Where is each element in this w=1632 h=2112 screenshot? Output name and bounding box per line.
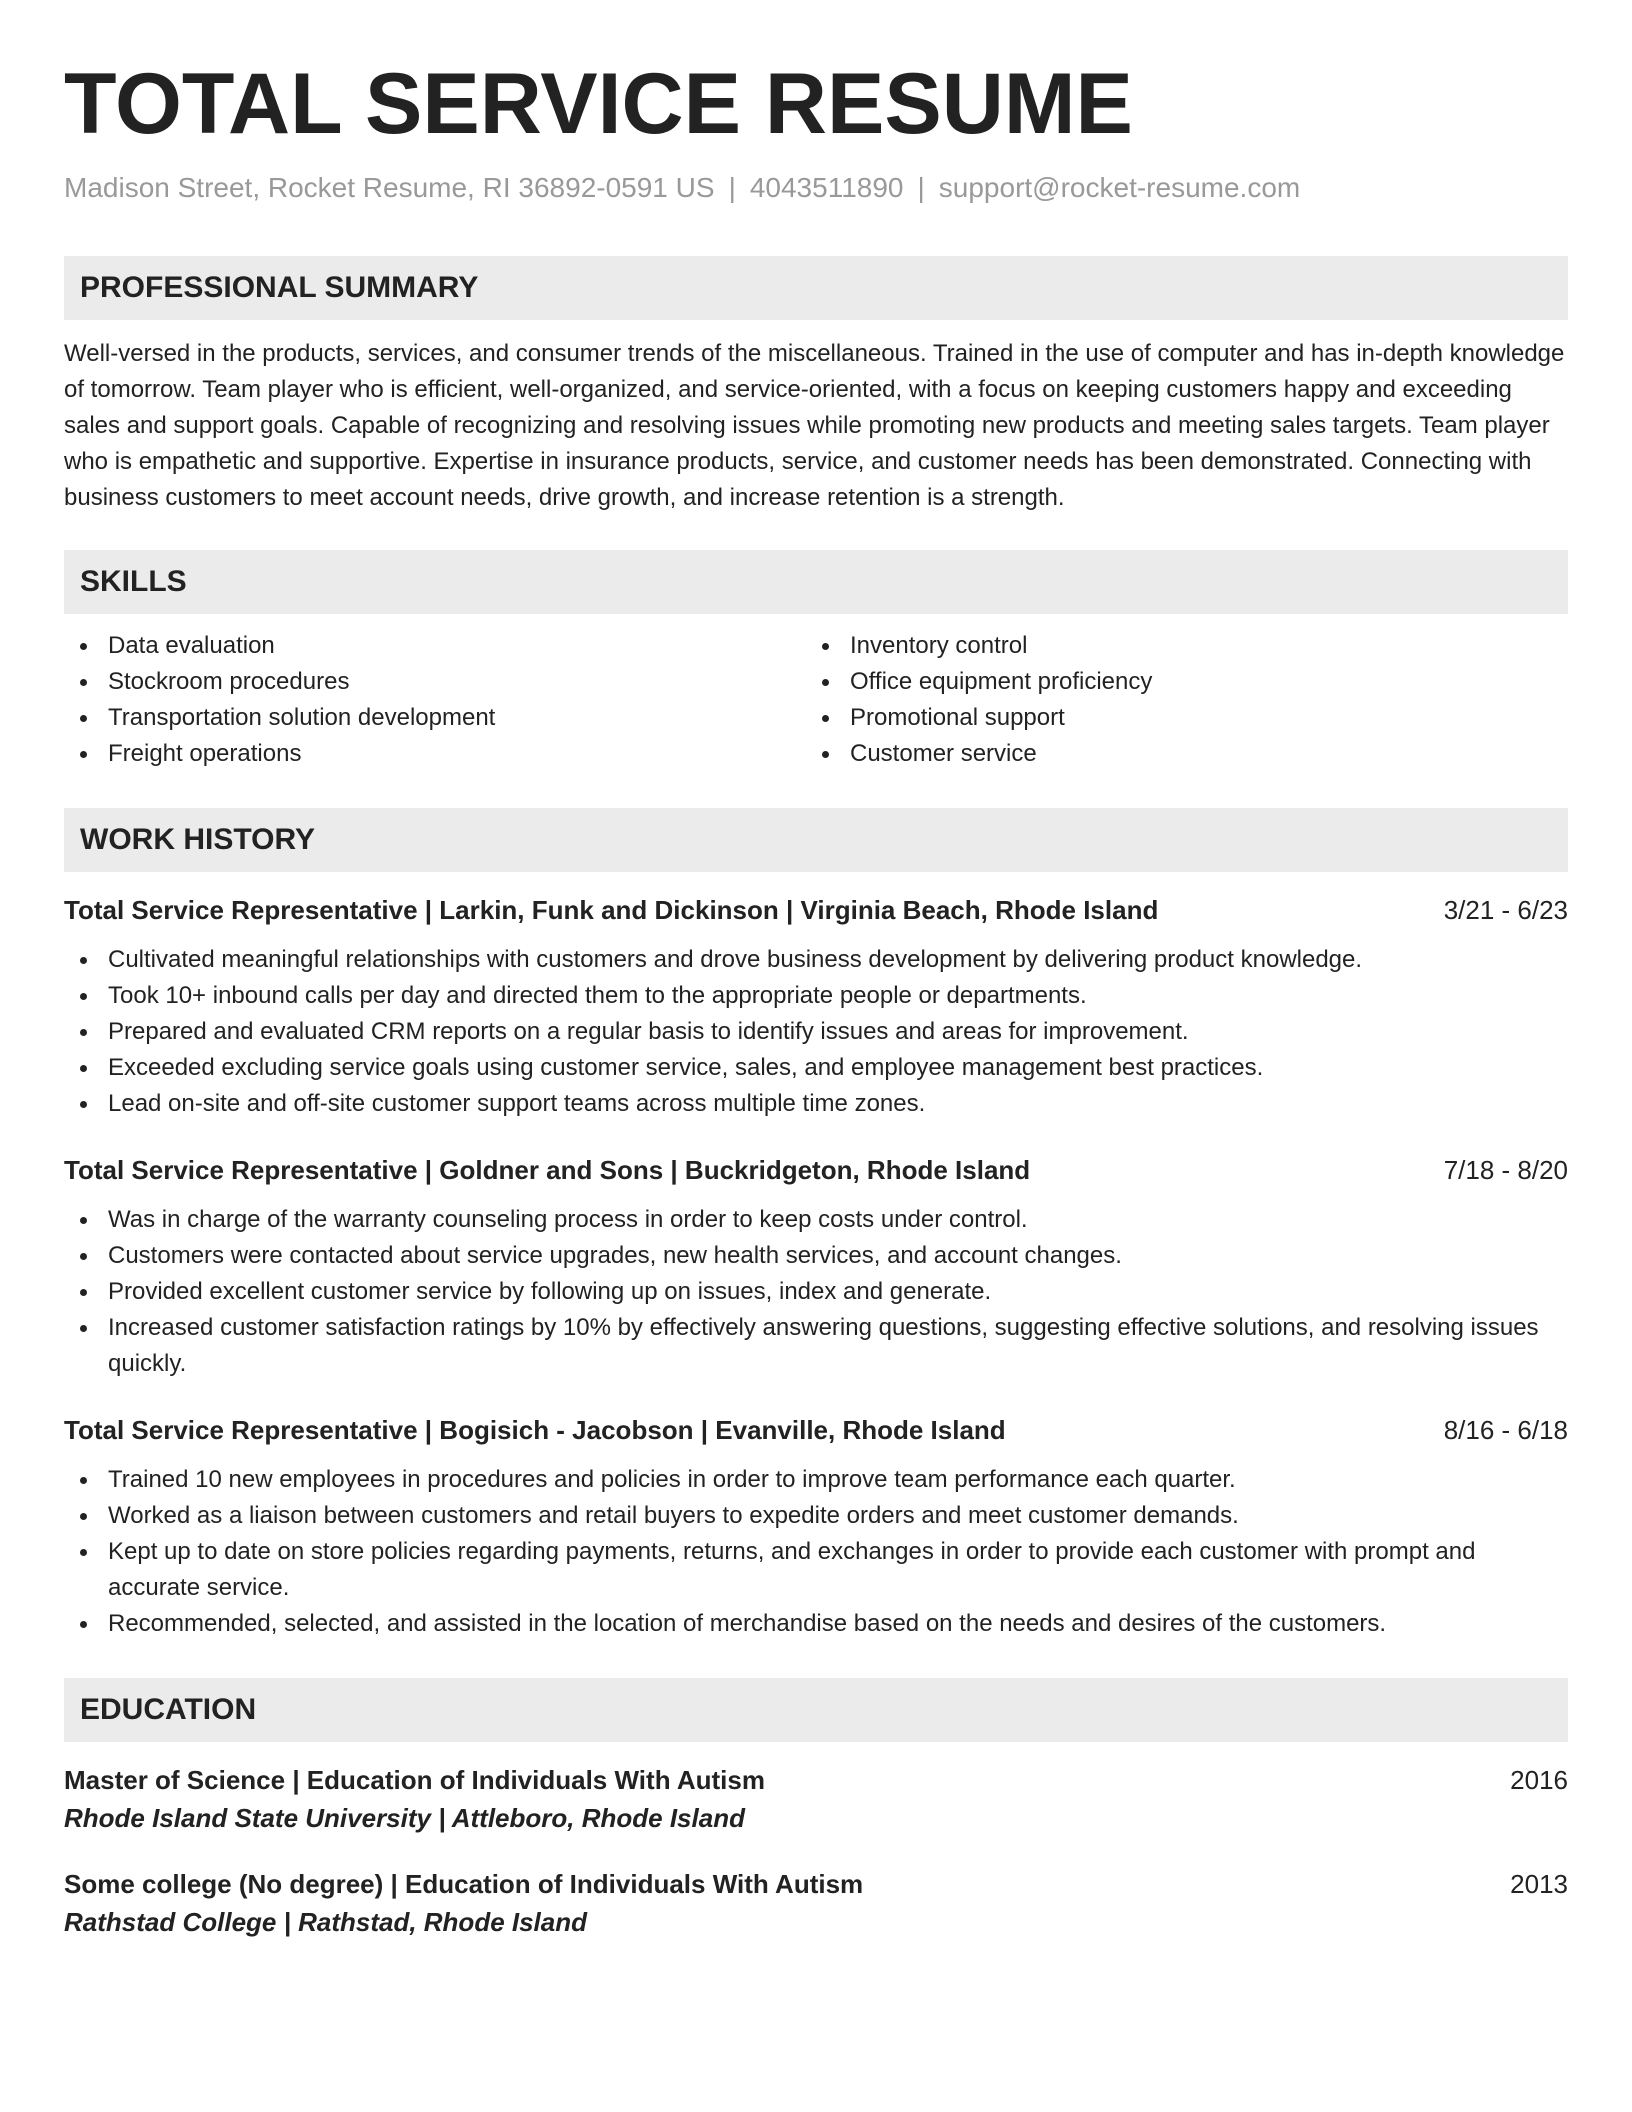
job-bullet: Was in charge of the warranty counseling process in order to keep costs under control. xyxy=(64,1202,1568,1238)
job-dates: 3/21 - 6/23 xyxy=(1443,895,1568,925)
job-bullets xyxy=(64,1202,1568,1382)
job-bullet: Cultivated meaningful relationships with customers and drove business development by delivering product knowledge. xyxy=(64,942,1568,978)
education-entry xyxy=(64,1866,1568,1942)
job-entry xyxy=(64,1152,1568,1382)
summary-heading: PROFESSIONAL SUMMARY xyxy=(64,256,1568,320)
resume-name: TOTAL SERVICE RESUME xyxy=(64,56,1133,152)
job-bullet: Provided excellent customer service by following up on issues, index and generate. xyxy=(64,1274,1568,1310)
skills-grid xyxy=(64,628,1568,772)
job-bullet: Prepared and evaluated CRM reports on a regular basis to identify issues and areas for improvement. xyxy=(64,1014,1568,1050)
contact-address: Madison Street, Rocket Resume, RI 36892-0591 US xyxy=(64,172,715,203)
skill-item: Inventory control xyxy=(806,628,1548,664)
job-bullet: Lead on-site and off-site customer support teams across multiple time zones. xyxy=(64,1086,1568,1122)
job-bullets xyxy=(64,1462,1568,1642)
education-year: 2013 xyxy=(1510,1869,1568,1899)
skill-item: Stockroom procedures xyxy=(64,664,806,700)
education-entry xyxy=(64,1762,1568,1838)
skill-item: Transportation solution development xyxy=(64,700,806,736)
job-bullets xyxy=(64,942,1568,1122)
job-header xyxy=(64,892,1568,928)
skills-column-left xyxy=(64,628,806,772)
education-degree: Master of Science | Education of Individuals With Autism xyxy=(64,1765,765,1795)
skill-item: Data evaluation xyxy=(64,628,806,664)
job-bullet: Trained 10 new employees in procedures and policies in order to improve team performance each quarter. xyxy=(64,1462,1568,1498)
job-entry xyxy=(64,892,1568,1122)
education-header xyxy=(64,1866,1568,1902)
job-bullet: Exceeded excluding service goals using customer service, sales, and employee management best practices. xyxy=(64,1050,1568,1086)
contact-phone: 4043511890 xyxy=(749,172,904,203)
job-bullet: Recommended, selected, and assisted in the location of merchandise based on the needs and desires of the customers. xyxy=(64,1606,1568,1642)
skill-item: Promotional support xyxy=(806,700,1548,736)
job-bullet: Increased customer satisfaction ratings by 10% by effectively answering questions, suggesting effective solutions, and resolving issues quickly. xyxy=(64,1310,1568,1382)
education-year: 2016 xyxy=(1510,1765,1568,1795)
job-bullet: Took 10+ inbound calls per day and directed them to the appropriate people or departments. xyxy=(64,978,1568,1014)
contact-email: support@rocket-resume.com xyxy=(938,172,1301,203)
job-entry xyxy=(64,1412,1568,1642)
skill-item: Freight operations xyxy=(64,736,806,772)
education-school: Rhode Island State University | Attleboro, Rhode Island xyxy=(64,1803,745,1833)
summary-text: Well-versed in the products, services, and consumer trends of the miscellaneous. Trained in the use of computer and has in-depth knowledge of tomorrow. Team player who is efficient, well-organized, and service-oriented, with a focus on keeping customers happy and exceeding sales and support goals. Capable of recognizing and resolving issues while promoting new products and meeting sales targets. Team player who is empathetic and supportive. Expertise in insurance products, service, and customer needs has been demonstrated. Connecting with business customers to meet account needs, drive growth, and increase retention is a strength. xyxy=(64,340,1565,511)
skill-item: Office equipment proficiency xyxy=(806,664,1548,700)
job-dates: 7/18 - 8/20 xyxy=(1443,1155,1568,1185)
job-header xyxy=(64,1152,1568,1188)
job-bullet: Customers were contacted about service upgrades, new health services, and account changes. xyxy=(64,1238,1568,1274)
job-title: Total Service Representative | Bogisich - Jacobson | Evanville, Rhode Island xyxy=(64,1415,1006,1445)
job-dates: 8/16 - 6/18 xyxy=(1443,1415,1568,1445)
education-degree: Some college (No degree) | Education of Individuals With Autism xyxy=(64,1869,864,1899)
contact-separator: | xyxy=(728,172,736,203)
education-school: Rathstad College | Rathstad, Rhode Island xyxy=(64,1907,588,1937)
work-history-heading: WORK HISTORY xyxy=(64,808,1568,872)
education-header xyxy=(64,1762,1568,1798)
skills-column-right xyxy=(806,628,1548,772)
job-title: Total Service Representative | Larkin, Funk and Dickinson | Virginia Beach, Rhode Island xyxy=(64,895,1159,925)
job-bullet: Kept up to date on store policies regarding payments, returns, and exchanges in order to provide each customer with prompt and accurate service. xyxy=(64,1534,1568,1606)
contact-line xyxy=(64,170,1568,206)
job-title: Total Service Representative | Goldner and Sons | Buckridgeton, Rhode Island xyxy=(64,1155,1031,1185)
skill-item: Customer service xyxy=(806,736,1548,772)
contact-separator: | xyxy=(917,172,925,203)
skills-heading: SKILLS xyxy=(64,550,1568,614)
job-header xyxy=(64,1412,1568,1448)
job-bullet: Worked as a liaison between customers and retail buyers to expedite orders and meet customer demands. xyxy=(64,1498,1568,1534)
education-heading: EDUCATION xyxy=(64,1678,1568,1742)
